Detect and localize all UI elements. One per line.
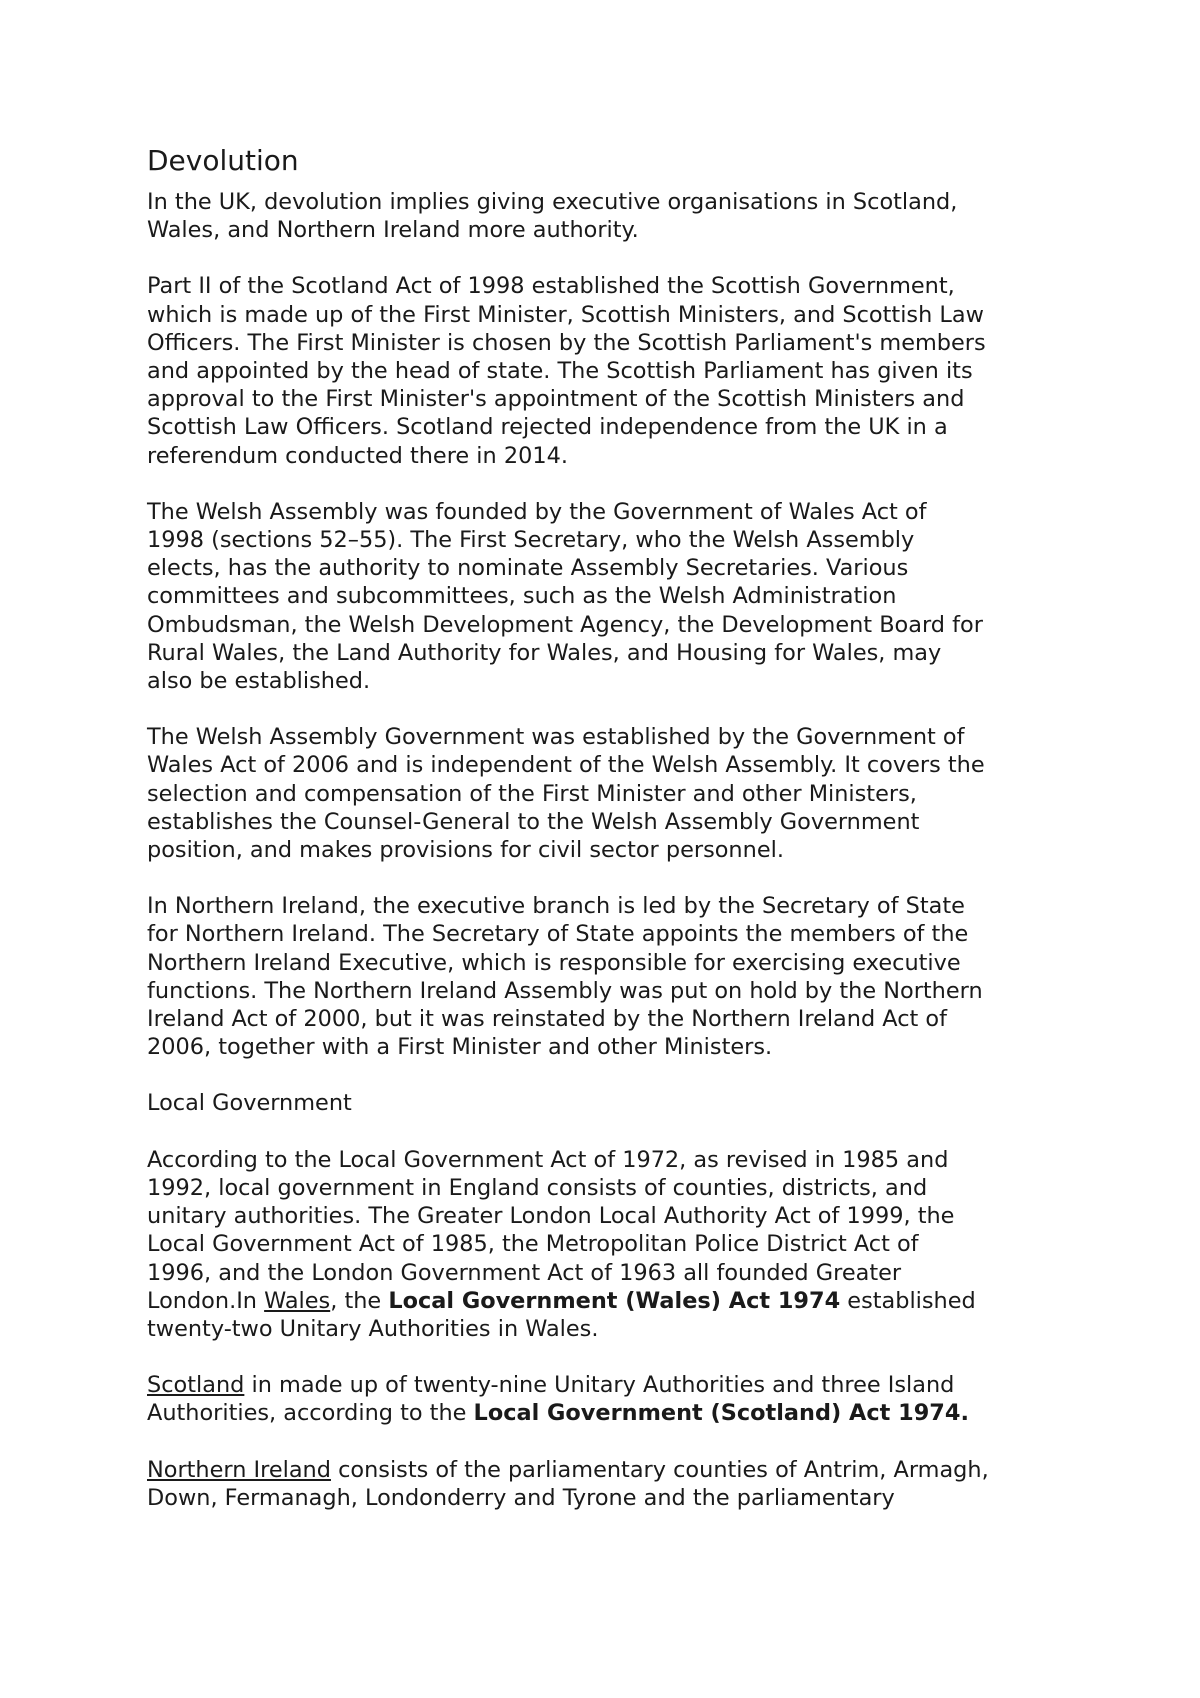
text-line: In Northern Ireland, the executive branch is led by the Secretary of State <box>147 893 965 920</box>
text-line <box>147 1399 1077 1427</box>
text-line: Wales Act of 2006 and is independent of the Welsh Assembly. It covers the <box>147 752 985 779</box>
text-line: Ombudsman, the Welsh Development Agency, the Development Board for <box>147 611 983 638</box>
text-line: Scottish Law Officers. Scotland rejected independence from the UK in a <box>147 414 948 441</box>
wales-link[interactable]: Wales <box>264 1287 331 1314</box>
local-government-heading: Local Government <box>147 1090 352 1117</box>
text-line: 1998 (sections 52–55). The First Secretary, who the Welsh Assembly <box>147 527 915 554</box>
text-run: in made up of twenty-nine Unitary Authorities and three Island <box>244 1372 955 1399</box>
text-line: Down, Fermanagh, Londonderry and Tyrone and the parliamentary <box>147 1484 895 1511</box>
text-line: referendum conducted there in 2014. <box>147 442 568 469</box>
text-line <box>147 1287 1077 1315</box>
text-line: position, and makes provisions for civil sector personnel. <box>147 837 784 864</box>
intro-paragraph <box>147 188 1077 244</box>
northern-ireland-link[interactable]: Northern Ireland <box>147 1456 331 1483</box>
text-line: elects, has the authority to nominate Assembly Secretaries. Various <box>147 555 909 582</box>
text-line: 1992, local government in England consists of counties, districts, and <box>147 1174 928 1201</box>
text-line: for Northern Ireland. The Secretary of State appoints the members of the <box>147 921 969 948</box>
text-line: 2006, together with a First Minister and other Ministers. <box>147 1034 773 1061</box>
page-title: Devolution <box>147 144 299 177</box>
wales-act-bold: Local Government (Wales) Act 1974 <box>388 1287 841 1314</box>
text-line: Wales, and Northern Ireland more authority. <box>147 217 639 244</box>
text-line: establishes the Counsel-General to the Welsh Assembly Government <box>147 808 920 835</box>
text-line: Local Government Act of 1985, the Metropolitan Police District Act of <box>147 1231 919 1258</box>
text-line: Rural Wales, the Land Authority for Wales, and Housing for Wales, may <box>147 639 942 666</box>
text-line: also be established. <box>147 668 371 695</box>
text-line: approval to the First Minister's appointment of the Scottish Ministers and <box>147 386 965 413</box>
text-line: In the UK, devolution implies giving executive organisations in Scotland, <box>147 189 958 215</box>
text-line <box>147 1456 1077 1484</box>
text-run: Authorities, according to the <box>147 1400 474 1427</box>
local-government-paragraph <box>147 1146 1077 1343</box>
text-line: According to the Local Government Act of 1972, as revised in 1985 and <box>147 1146 949 1173</box>
text-run: established <box>840 1287 976 1314</box>
text-line: Part II of the Scotland Act of 1998 established the Scottish Government, <box>147 273 955 300</box>
welsh-government-paragraph <box>147 723 1077 864</box>
scotland-local-paragraph <box>147 1371 1077 1427</box>
welsh-assembly-paragraph <box>147 498 1077 695</box>
text-run: consists of the parliamentary counties of Antrim, Armagh, <box>330 1456 989 1483</box>
scotland-act-bold: Local Government (Scotland) Act 1974. <box>473 1400 969 1427</box>
text-line <box>147 1371 1077 1399</box>
text-line: twenty-two Unitary Authorities in Wales. <box>147 1315 599 1342</box>
northern-ireland-local-paragraph <box>147 1456 1077 1512</box>
scotland-paragraph <box>147 272 1077 469</box>
scotland-link[interactable]: Scotland <box>147 1372 245 1399</box>
northern-ireland-paragraph <box>147 892 1077 1061</box>
text-line: Northern Ireland Executive, which is responsible for exercising executive <box>147 949 961 976</box>
text-run: London.In <box>147 1287 265 1314</box>
text-line: The Welsh Assembly was founded by the Government of Wales Act of <box>147 498 927 525</box>
text-line: 1996, and the London Government Act of 1963 all founded Greater <box>147 1259 902 1286</box>
text-line: The Welsh Assembly Government was established by the Government of <box>147 724 965 751</box>
text-line: Ireland Act of 2000, but it was reinstated by the Northern Ireland Act of <box>147 1006 948 1033</box>
text-line: Officers. The First Minister is chosen by the Scottish Parliament's members <box>147 329 986 356</box>
text-line: functions. The Northern Ireland Assembly was put on hold by the Northern <box>147 977 983 1004</box>
text-line: committees and subcommittees, such as the Welsh Administration <box>147 583 897 610</box>
text-line: selection and compensation of the First Minister and other Ministers, <box>147 780 917 807</box>
text-line: and appointed by the head of state. The Scottish Parliament has given its <box>147 358 973 385</box>
text-line: which is made up of the First Minister, Scottish Ministers, and Scottish Law <box>147 301 984 328</box>
text-run: , the <box>330 1287 389 1314</box>
document-page <box>147 144 1077 1540</box>
text-line: unitary authorities. The Greater London Local Authority Act of 1999, the <box>147 1203 955 1230</box>
